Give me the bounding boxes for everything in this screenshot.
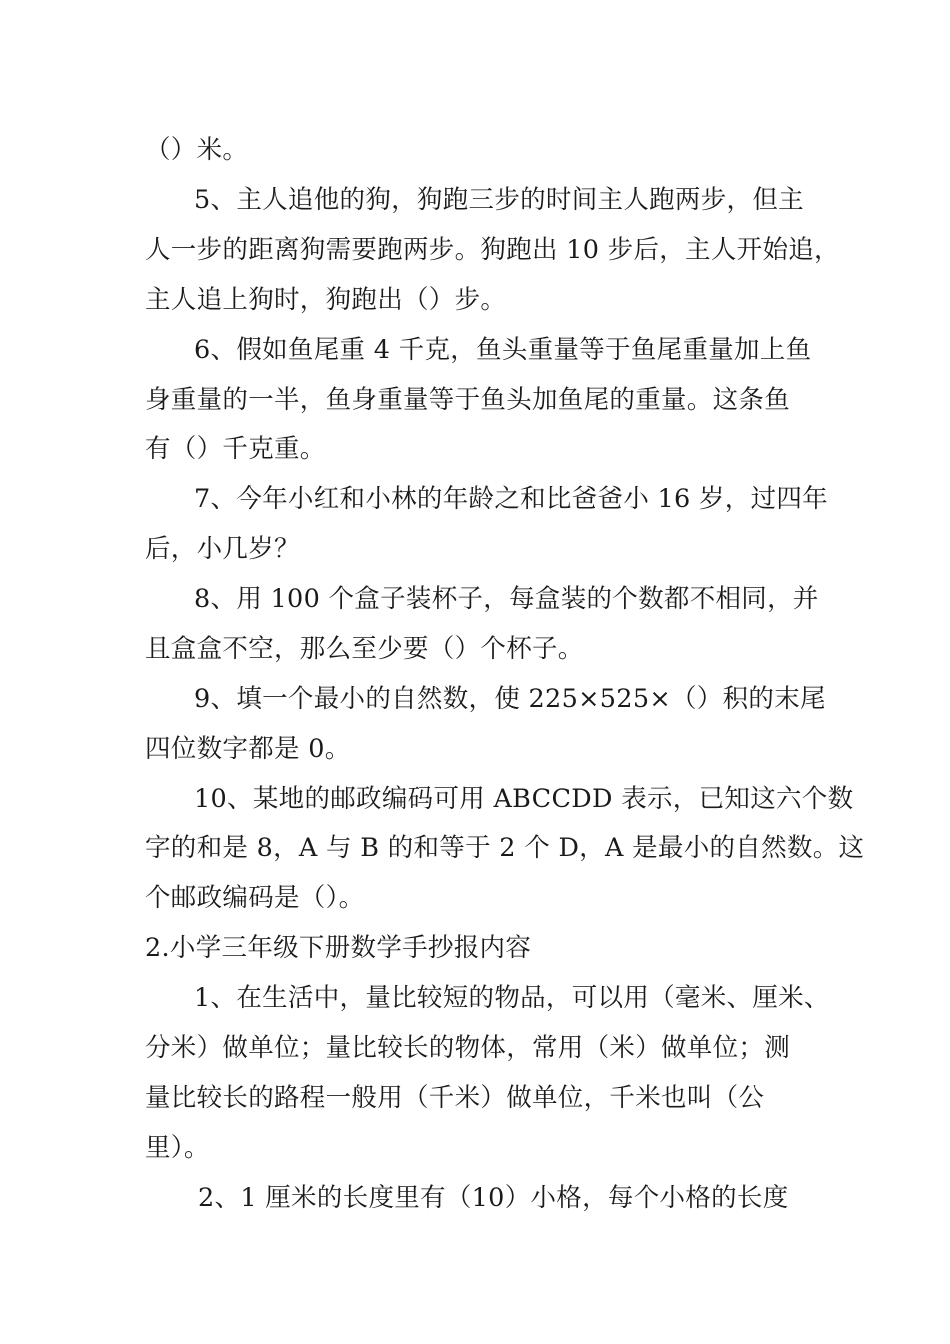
section-heading: 2.小学三年级下册数学手抄报内容 [145, 933, 532, 963]
question-7-line-2: 后，小几岁？ [145, 534, 300, 564]
item-1-line-3: 量比较长的路程一般用（千米）做单位，千米也叫（公 [145, 1083, 765, 1113]
item-1-line-2: 分米）做单位；量比较长的物体，常用（米）做单位；测 [145, 1033, 791, 1063]
question-7-line-1: 7、今年小红和小林的年龄之和比爸爸小 16 岁，过四年 [194, 484, 828, 514]
question-8-line-2: 且盒盒不空，那么至少要（）个杯子。 [145, 634, 584, 664]
item-2-line-1: 2、1 厘米的长度里有（10）小格，每个小格的长度 [198, 1183, 789, 1213]
question-10-line-2: 字的和是 8，A 与 B 的和等于 2 个 D，A 是最小的自然数。这 [145, 833, 865, 863]
question-10-line-3: 个邮政编码是（）。 [145, 883, 365, 913]
item-1-line-1: 1、在生活中，量比较短的物品，可以用（毫米、厘米、 [194, 983, 830, 1013]
question-9-line-2: 四位数字都是 0。 [145, 734, 351, 764]
question-6-line-3: 有（）千克重。 [145, 434, 326, 464]
question-6-line-2: 身重量的一半，鱼身重量等于鱼头加鱼尾的重量。这条鱼 [145, 385, 791, 415]
question-5-line-1: 5、主人追他的狗，狗跑三步的时间主人跑两步，但主 [194, 185, 804, 215]
question-8-line-1: 8、用 100 个盒子装杯子，每盒装的个数都不相同，并 [194, 584, 819, 614]
question-9-line-1: 9、填一个最小的自然数，使 225×525×（）积的末尾 [194, 684, 826, 714]
question-5-line-2: 人一步的距离狗需要跑两步。狗跑出 10 步后，主人开始追， [145, 235, 840, 265]
question-6-line-1: 6、假如鱼尾重 4 千克，鱼头重量等于鱼尾重量加上鱼 [194, 335, 812, 365]
text-line: （）米。 [145, 135, 249, 165]
question-5-line-3: 主人追上狗时，狗跑出（）步。 [145, 285, 507, 315]
question-10-line-1: 10、某地的邮政编码可用 ABCCDD 表示，已知这六个数 [194, 784, 854, 814]
item-1-line-4: 里）。 [145, 1133, 210, 1163]
